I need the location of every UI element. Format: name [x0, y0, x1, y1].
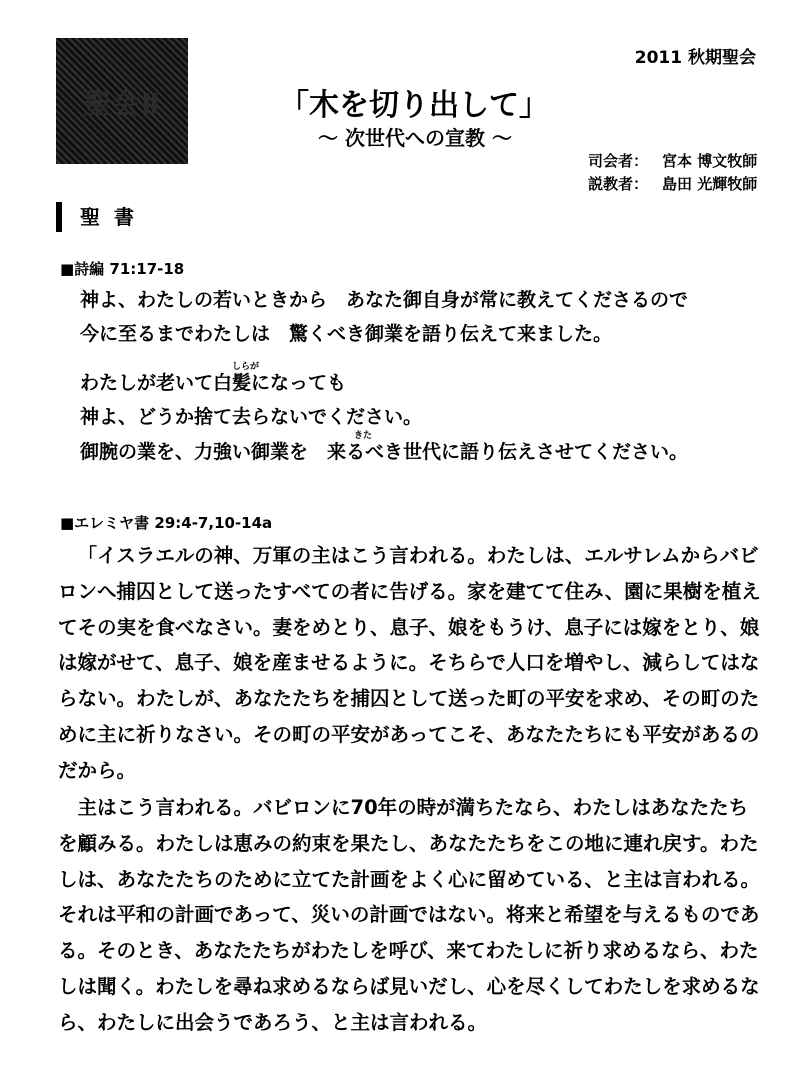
- scripture-paragraph: 「イスラエルの神、万軍の主はこう言われる。わたしは、エルサレムからバビロンへ捕囚として送ったすべての者に告げる。家を建てて住み、園に果樹を植えてその実を食べなさい。妻をめとり、息子、娘をもうけ、息子には嫁をとり、娘は嫁がせて、息子、娘を産ませるように。そちらで人口を増やし、減らしてはならない。わたしが、あなたたちを捕囚として送った町の平安を求め、その町のために主に祈りなさい。その町の平安があってこそ、あなたたちにも平安があるのだから。: [58, 544, 761, 782]
- sermon-subtitle: ～ 次世代への宣教 ～: [318, 126, 512, 150]
- ruby-annotation: しらが: [232, 362, 260, 372]
- role-presider: [588, 150, 757, 173]
- role-name: 宮本 博文牧師: [662, 152, 758, 170]
- scripture-paragraph: 主はこう言われる。バビロンに70年の時が満ちたなら、わたしはあなたたちを顧みる。わたしは恵みの約束を果たし、あなたたちをこの地に連れ戻す。わたしは、あなたたちのために立てた計画をよく心に留めている、と主は言われる。それは平和の計画であって、災いの計画ではない。将来と希望を与えるものである。そのとき、あなたたちがわたしを呼び、来てわたしに祈り求めるなら、わたしは聞く。わたしを尋ね求めるならば見いだし、心を尽くしてわたしを求めるなら、わたしに出会うであろう、と主は言われる。: [58, 796, 761, 1034]
- section-heading-scripture: 聖書: [56, 202, 148, 232]
- roles-block: [588, 150, 757, 196]
- scripture-reference: ■エレミヤ書 29:4-7,10-14a: [60, 514, 273, 532]
- scripture-reference: ■詩編 71:17-18: [60, 260, 185, 278]
- role-name: 島田 光輝牧師: [662, 175, 758, 193]
- verse-line: 御腕の業を、力強い御業を 来るべき世代に語り伝えさせてください。: [80, 441, 689, 463]
- role-label: 司会者：: [588, 152, 649, 170]
- verse-line: 神よ、わたしの若いときから あなた御自身が常に教えてくださるので: [80, 289, 689, 311]
- role-preacher: [588, 173, 757, 196]
- verse-line: 今に至るまでわたしは 驚くべき御業を語り伝えて来ました。: [80, 323, 613, 345]
- role-label: 説教者：: [588, 175, 649, 193]
- verse-line: わたしが老いて白髪になっても: [80, 372, 347, 394]
- verse-line: 神よ、どうか捨て去らないでください。: [80, 406, 423, 428]
- logo-label: 聖会Ⅱ: [83, 87, 161, 120]
- event-label: 2011 秋期聖会: [634, 48, 756, 68]
- ruby-annotation: きた: [354, 431, 373, 441]
- sermon-title: 「木を切り出して」: [279, 88, 549, 123]
